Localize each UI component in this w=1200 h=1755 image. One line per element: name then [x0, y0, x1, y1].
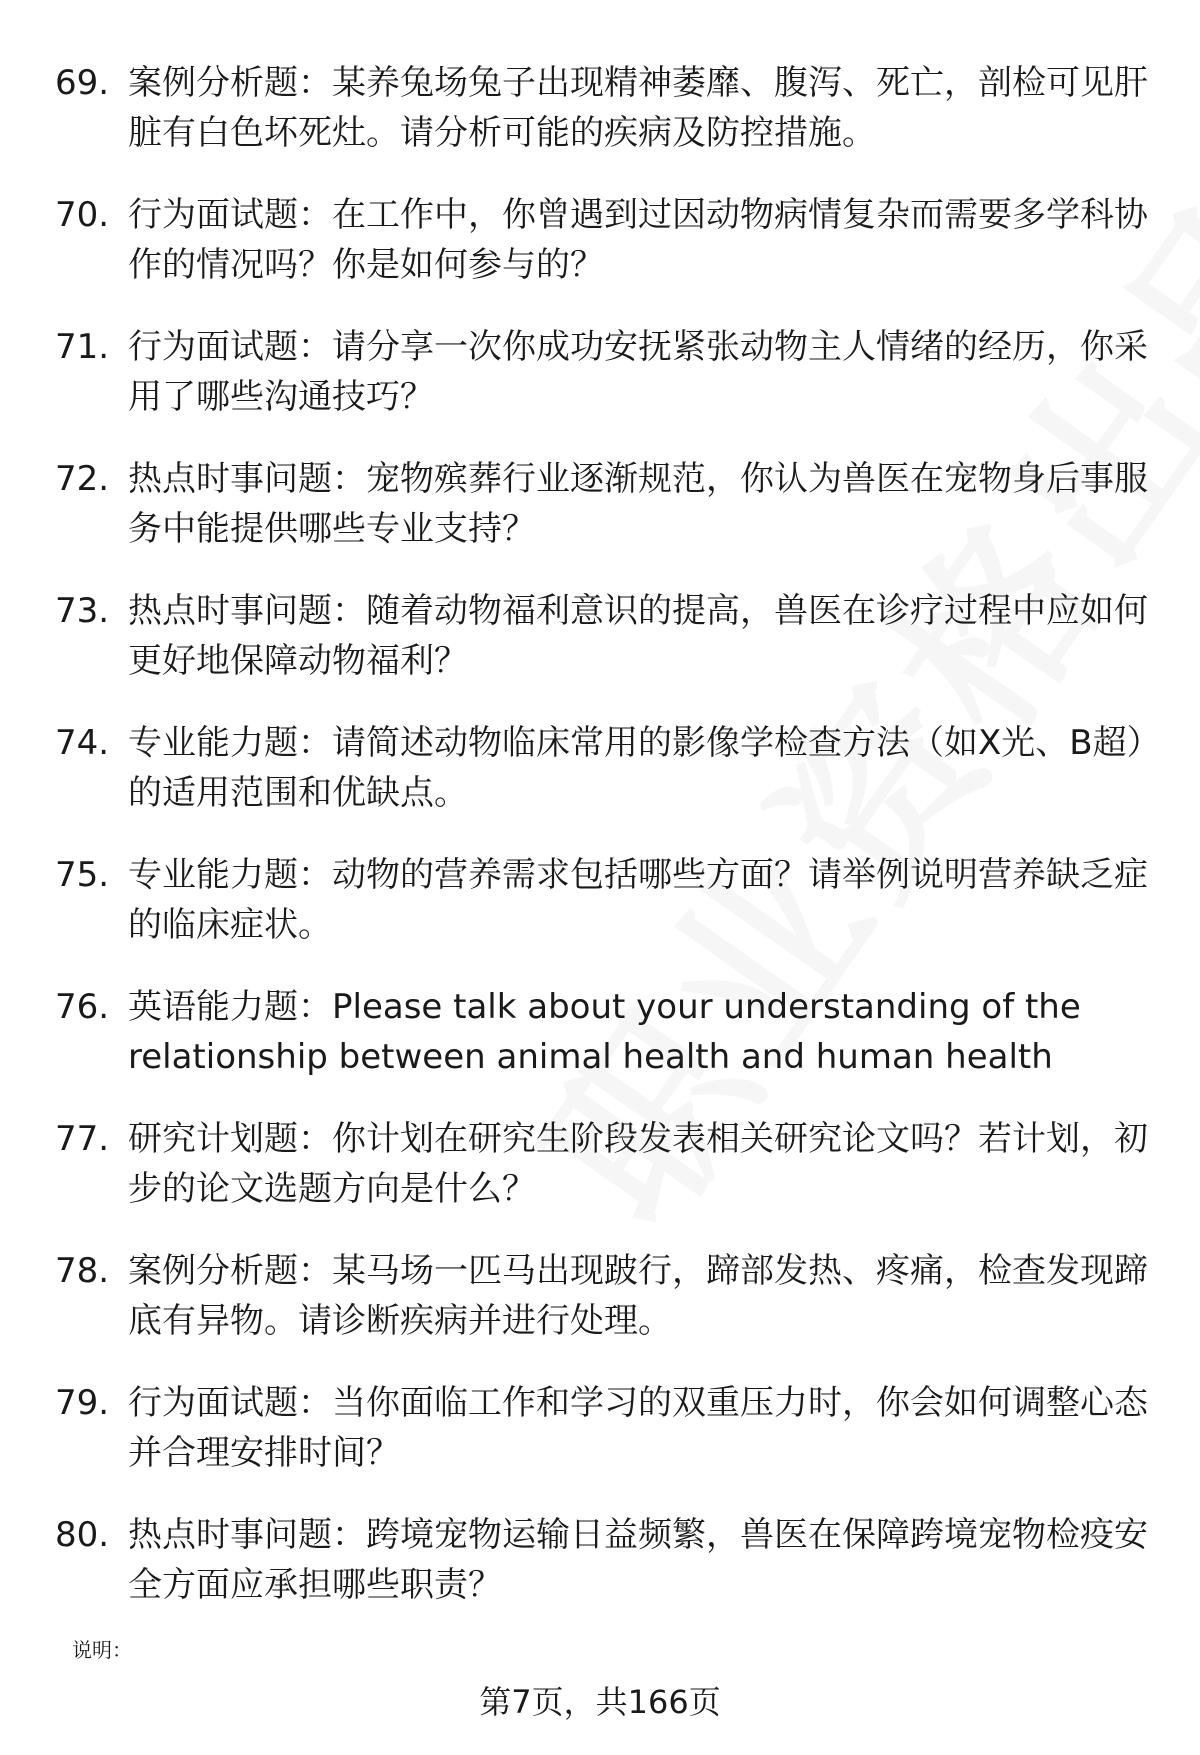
question-number: 77.	[55, 1119, 110, 1159]
question-text: 专业能力题：动物的营养需求包括哪些方面？请举例说明营养缺乏症的临床症状。	[128, 855, 1148, 945]
question-text: 专业能力题：请简述动物临床常用的影像学检查方法（如X光、B超）的适用范围和优缺点。	[128, 723, 1144, 813]
question-item	[0, 1378, 1200, 1510]
question-item	[0, 1114, 1200, 1246]
question-text: 英语能力题：Please talk about your understanding of the relationship between animal health and human health	[128, 987, 1081, 1077]
question-number: 72.	[55, 459, 110, 499]
page-number-footer: 第7页，共166页	[479, 1683, 721, 1721]
question-number: 74.	[55, 723, 110, 763]
question-number: 75.	[55, 855, 110, 895]
note-label: 说明：	[72, 1638, 132, 1662]
question-item	[0, 1510, 1200, 1642]
question-number: 73.	[55, 591, 110, 631]
question-list	[0, 58, 1200, 1642]
question-item	[0, 454, 1200, 586]
question-text: 研究计划题：你计划在研究生阶段发表相关研究论文吗？若计划，初步的论文选题方向是什么？	[128, 1119, 1148, 1209]
question-text: 案例分析题：某养兔场兔子出现精神萎靡、腹泻、死亡，剖检可见肝脏有白色坏死灶。请分析可能的疾病及防控措施。	[128, 63, 1148, 153]
question-text: 热点时事问题：宠物殡葬行业逐渐规范，你认为兽医在宠物身后事服务中能提供哪些专业支持？	[128, 459, 1148, 549]
question-text: 案例分析题：某马场一匹马出现跛行，蹄部发热、疼痛，检查发现蹄底有异物。请诊断疾病并进行处理。	[128, 1251, 1148, 1341]
question-number: 79.	[55, 1383, 110, 1423]
question-number: 78.	[55, 1251, 110, 1291]
question-number: 71.	[55, 327, 110, 367]
question-number: 70.	[55, 195, 110, 235]
question-number: 76.	[55, 987, 110, 1027]
question-item	[0, 322, 1200, 454]
question-text: 行为面试题：当你面临工作和学习的双重压力时，你会如何调整心态并合理安排时间？	[128, 1383, 1148, 1473]
question-number: 80.	[55, 1515, 110, 1555]
question-text: 热点时事问题：随着动物福利意识的提高，兽医在诊疗过程中应如何更好地保障动物福利？	[128, 591, 1148, 681]
question-text: 行为面试题：请分享一次你成功安抚紧张动物主人情绪的经历，你采用了哪些沟通技巧？	[128, 327, 1148, 417]
question-text: 热点时事问题：跨境宠物运输日益频繁，兽医在保障跨境宠物检疫安全方面应承担哪些职责？	[128, 1515, 1148, 1605]
question-item	[0, 586, 1200, 718]
question-item	[0, 58, 1200, 190]
question-number: 69.	[55, 63, 110, 103]
question-item	[0, 190, 1200, 322]
question-text: 行为面试题：在工作中，你曾遇到过因动物病情复杂而需要多学科协作的情况吗？你是如何参与的？	[128, 195, 1148, 285]
question-item	[0, 718, 1200, 850]
question-item	[0, 982, 1200, 1114]
question-item	[0, 850, 1200, 982]
question-item	[0, 1246, 1200, 1378]
